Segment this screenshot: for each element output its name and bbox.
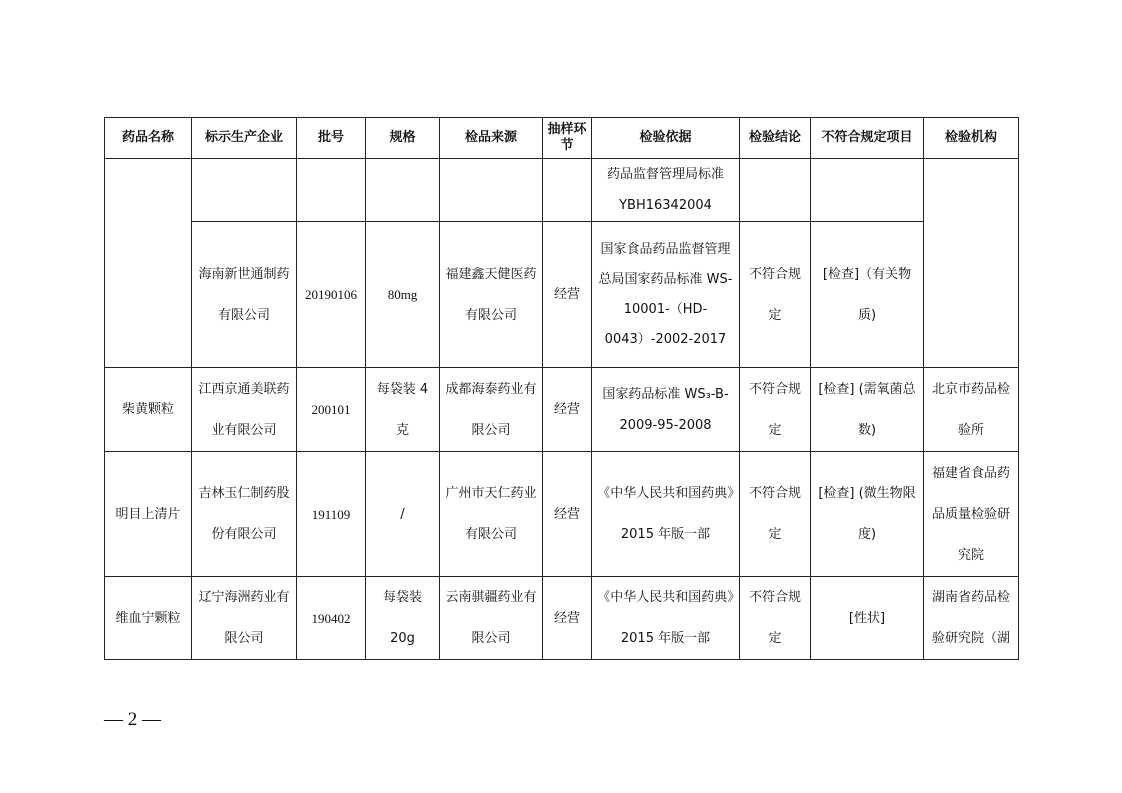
header-nonconforming-items: 不符合规定项目 xyxy=(811,118,924,159)
table-row xyxy=(105,577,1019,660)
sampling-cell: 经营 xyxy=(543,577,592,660)
table-row xyxy=(105,368,1019,452)
header-specification: 规格 xyxy=(366,118,440,159)
manufacturer-cell: 吉林玉仁制药股份有限公司 xyxy=(192,452,297,577)
source-cell xyxy=(440,159,543,222)
institution-cell: 福建省食品药品质量检验研究院 xyxy=(924,452,1019,577)
source-cell: 云南骐疆药业有限公司 xyxy=(440,577,543,660)
source-cell: 广州市天仁药业有限公司 xyxy=(440,452,543,577)
batch-cell: 191109 xyxy=(297,452,366,577)
spec-cell: 80mg xyxy=(366,222,440,368)
batch-cell: 190402 xyxy=(297,577,366,660)
header-sampling-stage: 抽样环节 xyxy=(543,118,592,159)
nonconforming-cell: [检查] (需氧菌总数) xyxy=(811,368,924,452)
basis-cell: 《中华人民共和国药典》2015 年版一部 xyxy=(592,577,740,660)
spec-cell: 每袋装 20g xyxy=(366,577,440,660)
drug-name-cell: 柴黄颗粒 xyxy=(105,368,192,452)
source-cell: 成都海泰药业有限公司 xyxy=(440,368,543,452)
sampling-cell: 经营 xyxy=(543,222,592,368)
manufacturer-cell: 海南新世通制药有限公司 xyxy=(192,222,297,368)
basis-cell: 药品监督管理局标准 YBH16342004 xyxy=(592,159,740,222)
sampling-cell: 经营 xyxy=(543,368,592,452)
inspection-results-table xyxy=(104,117,1019,660)
table-header-row xyxy=(105,118,1019,159)
drug-name-cell xyxy=(105,159,192,368)
conclusion-cell: 不符合规定 xyxy=(740,222,811,368)
conclusion-cell: 不符合规定 xyxy=(740,577,811,660)
table-row xyxy=(105,452,1019,577)
drug-name-cell: 维血宁颗粒 xyxy=(105,577,192,660)
basis-cell: 国家食品药品监督管理总局国家药品标准 WS-10001-（HD-0043）-2002-2017 xyxy=(592,222,740,368)
header-drug-name: 药品名称 xyxy=(105,118,192,159)
header-conclusion: 检验结论 xyxy=(740,118,811,159)
nonconforming-cell: [检查]（有关物质) xyxy=(811,222,924,368)
batch-cell xyxy=(297,159,366,222)
manufacturer-cell xyxy=(192,159,297,222)
institution-cell: 湖南省药品检验研究院（湖 xyxy=(924,577,1019,660)
basis-cell: 《中华人民共和国药典》2015 年版一部 xyxy=(592,452,740,577)
sampling-cell xyxy=(543,159,592,222)
header-inspection-institution: 检验机构 xyxy=(924,118,1019,159)
nonconforming-cell: [性状] xyxy=(811,577,924,660)
conclusion-cell: 不符合规定 xyxy=(740,452,811,577)
header-batch-number: 批号 xyxy=(297,118,366,159)
manufacturer-cell: 江西京通美联药业有限公司 xyxy=(192,368,297,452)
header-inspection-basis: 检验依据 xyxy=(592,118,740,159)
page-number: — 2 — xyxy=(104,709,161,730)
spec-cell: / xyxy=(366,452,440,577)
header-sample-source: 检品来源 xyxy=(440,118,543,159)
conclusion-cell: 不符合规定 xyxy=(740,368,811,452)
spec-cell: 每袋装 4 克 xyxy=(366,368,440,452)
institution-cell xyxy=(924,159,1019,368)
nonconforming-cell: [检查] (微生物限度) xyxy=(811,452,924,577)
drug-name-cell: 明目上清片 xyxy=(105,452,192,577)
sampling-cell: 经营 xyxy=(543,452,592,577)
batch-cell: 20190106 xyxy=(297,222,366,368)
table-row xyxy=(105,159,1019,222)
table-row xyxy=(105,222,1019,368)
institution-cell: 北京市药品检验所 xyxy=(924,368,1019,452)
nonconforming-cell xyxy=(811,159,924,222)
header-manufacturer: 标示生产企业 xyxy=(192,118,297,159)
manufacturer-cell: 辽宁海洲药业有限公司 xyxy=(192,577,297,660)
source-cell: 福建鑫天健医药有限公司 xyxy=(440,222,543,368)
conclusion-cell xyxy=(740,159,811,222)
basis-cell: 国家药品标准 WS₃-B-2009-95-2008 xyxy=(592,368,740,452)
batch-cell: 200101 xyxy=(297,368,366,452)
spec-cell xyxy=(366,159,440,222)
